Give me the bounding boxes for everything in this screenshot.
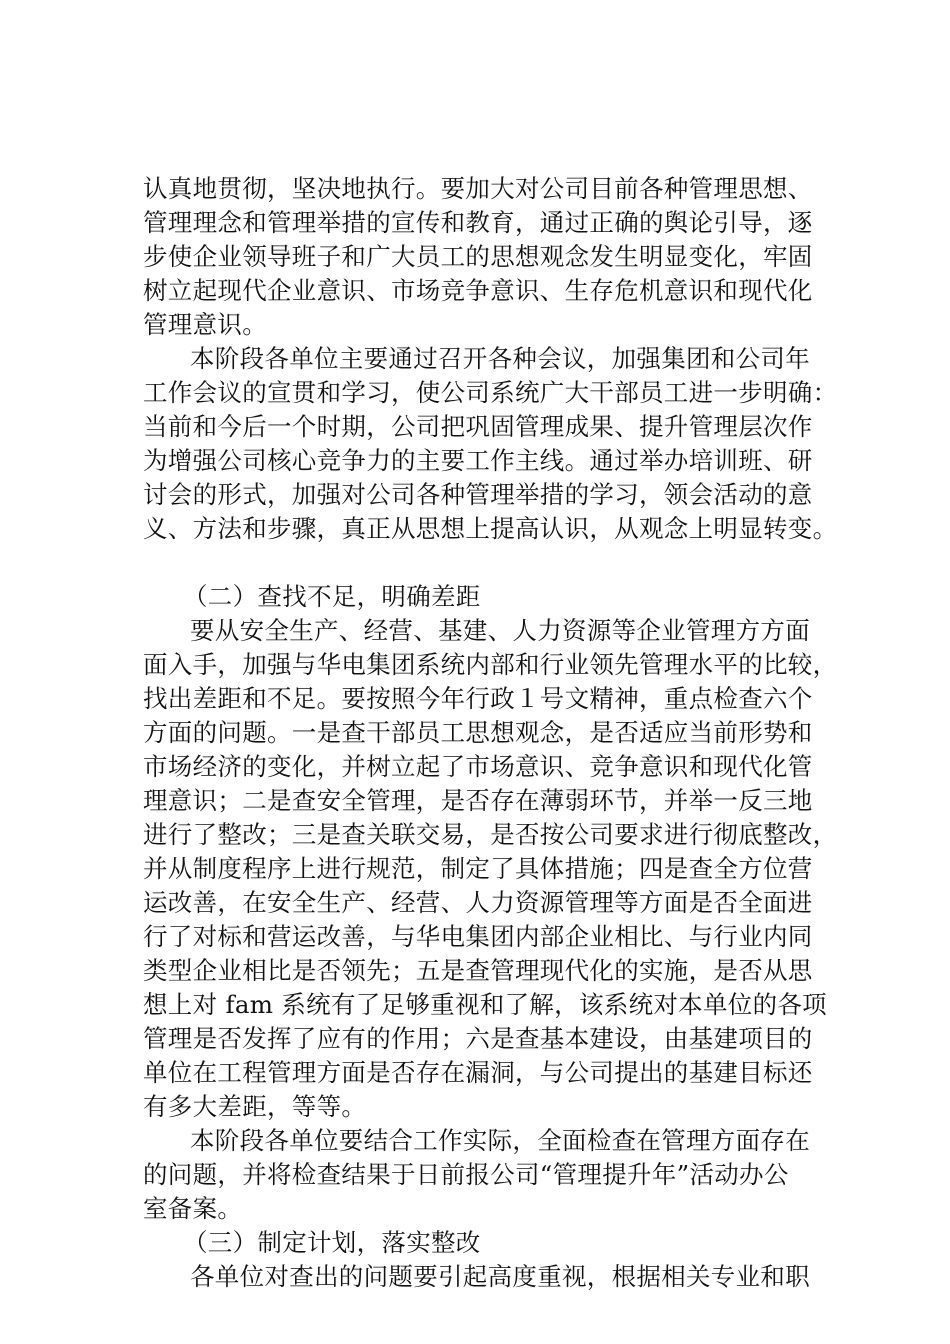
body-text-line: 行了对标和营运改善，与华电集团内部企业相比、与行业内同 <box>143 922 813 951</box>
body-text-line: 方面的问题。一是查干部员工思想观念，是否适应当前形势和 <box>143 718 813 747</box>
body-text-line: 类型企业相比是否领先；五是查管理现代化的实施，是否从思 <box>143 956 813 985</box>
body-text-line: 为增强公司核心竞争力的主要工作主线。通过举办培训班、研 <box>143 446 813 475</box>
body-text-line: 树立起现代企业意识、市场竞争意识、生存危机意识和现代化 <box>143 276 813 305</box>
body-text-line: 管理意识。 <box>143 310 267 339</box>
body-text-line: 有多大差距，等等。 <box>143 1092 367 1121</box>
body-text-line: 面入手，加强与华电集团系统内部和行业领先管理水平的比较， <box>143 650 838 679</box>
section-heading: （三）制定计划，落实整改 <box>183 1228 481 1257</box>
body-text-line: 理意识；二是查安全管理，是否存在薄弱环节，并举一反三地 <box>143 786 813 815</box>
body-text-line: 运改善，在安全生产、经营、人力资源管理等方面是否全面进 <box>143 888 813 917</box>
body-text-line: 管理理念和管理举措的宣传和教育，通过正确的舆论引导，逐 <box>143 208 813 237</box>
body-text-line: 义、方法和步骤，真正从思想上提高认识，从观念上明显转变。 <box>143 514 838 543</box>
body-text-line: 当前和今后一个时期，公司把巩固管理成果、提升管理层次作 <box>143 412 813 441</box>
body-text-line: 市场经济的变化，并树立起了市场意识、竞争意识和现代化管 <box>143 752 813 781</box>
body-text-line: 认真地贯彻，坚决地执行。要加大对公司目前各种管理思想、 <box>143 174 813 203</box>
body-text-line: 本阶段各单位主要通过召开各种会议，加强集团和公司年 <box>190 344 810 373</box>
body-text-line: 进行了整改；三是查关联交易，是否按公司要求进行彻底整改， <box>143 820 838 849</box>
body-text-line: 要从安全生产、经营、基建、人力资源等企业管理方方面 <box>190 616 810 645</box>
body-text-line: 管理是否发挥了应有的作用；六是查基本建设，由基建项目的 <box>143 1024 813 1053</box>
body-text-line: 步使企业领导班子和广大员工的思想观念发生明显变化，牢固 <box>143 242 813 271</box>
body-text-line: 本阶段各单位要结合工作实际，全面检查在管理方面存在 <box>190 1126 810 1155</box>
section-heading: （二）查找不足，明确差距 <box>183 582 481 611</box>
body-text-line: 的问题，并将检查结果于日前报公司“管理提升年”活动办公 <box>143 1160 789 1189</box>
body-text-line: 并从制度程序上进行规范，制定了具体措施；四是查全方位营 <box>143 854 813 883</box>
body-text-line: 工作会议的宣贯和学习，使公司系统广大干部员工进一步明确： <box>143 378 838 407</box>
body-text-line: 找出差距和不足。要按照今年行政１号文精神，重点检查六个 <box>143 684 813 713</box>
body-text-line: 单位在工程管理方面是否存在漏洞，与公司提出的基建目标还 <box>143 1058 813 1087</box>
body-text-line: 室备案。 <box>143 1194 243 1223</box>
body-text-line: 各单位对查出的问题要引起高度重视，根据相关专业和职 <box>190 1262 810 1291</box>
body-text-line: 想上对 fam 系统有了足够重视和了解，该系统对本单位的各项 <box>143 990 827 1019</box>
body-text-line: 讨会的形式，加强对公司各种管理举措的学习，领会活动的意 <box>143 480 813 509</box>
